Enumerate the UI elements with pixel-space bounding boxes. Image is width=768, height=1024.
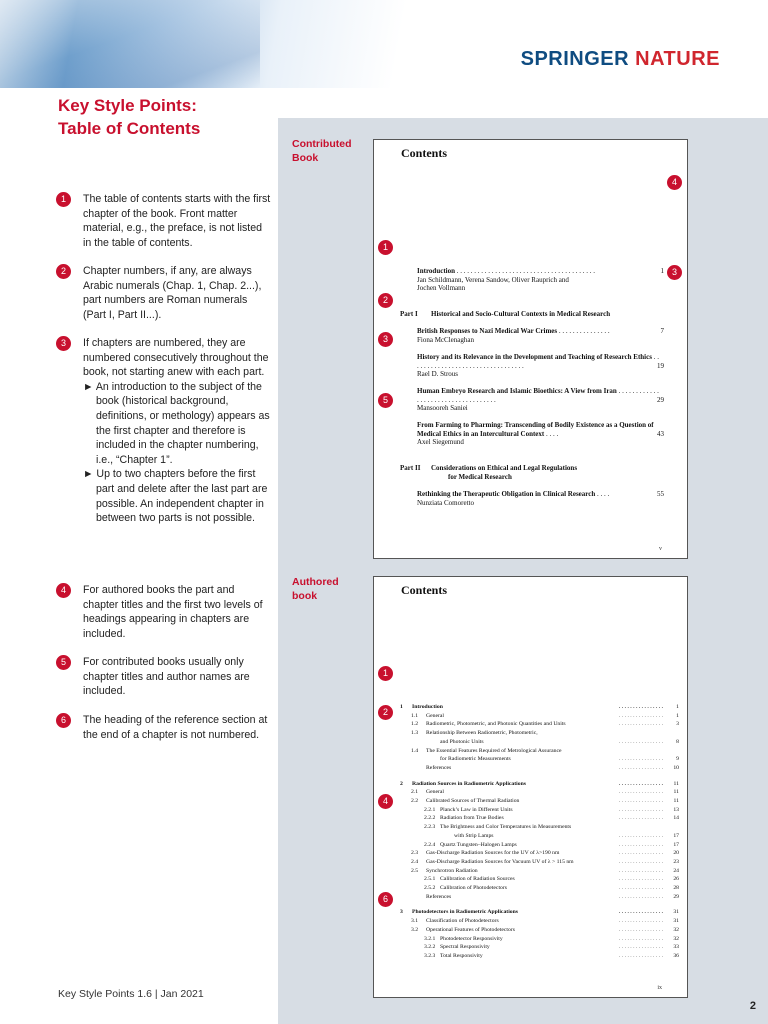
- contributed-book-label: Contributed Book: [292, 138, 352, 164]
- toc-row-number: 3.2.1: [424, 935, 436, 942]
- roman-page-number: ix: [657, 985, 662, 991]
- toc-row: [374, 927, 687, 934]
- key-point-6: [56, 713, 271, 742]
- toc-row-leader: . . . . . . . . . . . . . . . .: [618, 926, 663, 933]
- toc-row: [374, 909, 687, 916]
- toc-row: [374, 824, 687, 831]
- toc-row-leader: . . . . . . . . . . . . . . . .: [618, 944, 663, 951]
- toc-row-leader: . . . . . . . . . . . . . . . .: [618, 756, 663, 763]
- page-title: [58, 94, 200, 140]
- point-text: For authored books the part and chapter titles and the first two levels of headings appearing in chapters are included.: [83, 584, 263, 640]
- point-subitem: ► Up to two chapters before the first part and delete after the last part are possible. An independent chapter in between two parts is not possible.: [83, 468, 268, 525]
- toc-row-number: 2.2: [411, 798, 419, 804]
- toc-row-title: with Strip Lamps: [454, 832, 494, 839]
- key-point-3: [56, 336, 271, 526]
- callout-marker: 5: [378, 393, 393, 408]
- toc-row-title: The Essential Features Required of Metrological Assurance: [426, 747, 562, 754]
- toc-row-leader: . . . . . . . . . . . . . . . .: [618, 798, 663, 804]
- toc-row: [374, 781, 687, 788]
- toc-row-number: 2.5: [411, 867, 419, 874]
- toc-row: [374, 868, 687, 875]
- toc-row-number: 3: [400, 909, 403, 916]
- toc-row-page: 8: [665, 739, 679, 746]
- toc-row-title: Operational Features of Photodetectors: [426, 926, 515, 933]
- point-subitem: ► An introduction to the subject of the book (historical background, definitions, or methology) appears as the first chapter and therefore is included in the chapter numbering, i.e., “Chapter 1”.: [83, 380, 270, 466]
- point-text: For contributed books usually only chapter titles and author names are included.: [83, 656, 250, 698]
- callout-marker: 1: [378, 240, 393, 255]
- toc-row-title: Total Responsivity: [440, 952, 483, 959]
- authored-book-label: Authored book: [292, 576, 339, 602]
- toc-row-title: The Brightness and Color Temperatures in Measurements: [440, 824, 572, 831]
- header-banner: [0, 0, 768, 88]
- toc-row-number: 1.4: [411, 747, 419, 754]
- toc-row-page: 1: [665, 704, 679, 711]
- toc-row-title: References: [426, 764, 452, 771]
- toc-row-leader: . . . . . . . . . . . . . . . .: [618, 712, 663, 719]
- toc-row-leader: . . . . . . . . . . . . . . . .: [618, 850, 663, 857]
- toc-row-leader: . . . . . . . . . . . . . . . .: [618, 789, 663, 796]
- toc-row-title: Synchrotron Radiation: [426, 867, 478, 874]
- point-number-badge: 5: [56, 655, 71, 670]
- toc-row-title: Introduction: [412, 704, 443, 710]
- toc-row-number: 2.2.1: [424, 806, 436, 813]
- page-title-line-2: Table of Contents: [58, 119, 201, 138]
- toc-row-leader: . . . . . . . . . . . . . . . .: [618, 935, 663, 942]
- toc-row-title: Gas-Discharge Radiation Sources for Vacuum UV of λ > 115 nm: [426, 858, 574, 865]
- toc-row: [374, 859, 687, 866]
- toc-row: [374, 833, 687, 840]
- toc-row-title: Radiation from True Bodies: [440, 815, 504, 822]
- toc-row-leader: . . . . . . . . . . . . . . . .: [618, 738, 663, 745]
- toc-row-page: 11: [665, 781, 679, 788]
- toc-row-leader: . . . . . . . . . . . . . . . .: [618, 704, 663, 710]
- key-point-1: [56, 192, 271, 250]
- toc-row-page: 17: [665, 833, 679, 840]
- toc-row-title: Spectral Responsivity: [440, 944, 490, 951]
- springer-nature-logo: SPRINGER NATURE: [520, 48, 720, 70]
- callout-marker: 3: [378, 332, 393, 347]
- toc-row-page: 20: [665, 850, 679, 857]
- toc-row-leader: . . . . . . . . . . . . . . . .: [618, 764, 663, 771]
- roman-page-number: v: [659, 546, 662, 552]
- toc-row-title: Calibration of Radiation Sources: [440, 876, 515, 883]
- callout-marker: 6: [378, 892, 393, 907]
- toc-row-page: 17: [665, 842, 679, 849]
- toc-row: [374, 842, 687, 849]
- toc-row-number: 3.2: [411, 926, 419, 933]
- toc-row: [374, 850, 687, 857]
- callout-marker: 2: [378, 705, 393, 720]
- toc-row: [374, 730, 687, 737]
- toc-row: [374, 721, 687, 728]
- point-number-badge: 3: [56, 336, 71, 351]
- toc-row: [374, 789, 687, 796]
- toc-row-number: 2.3: [411, 850, 419, 857]
- toc-row-leader: . . . . . . . . . . . . . . . .: [618, 952, 663, 959]
- callout-marker: 4: [667, 175, 682, 190]
- toc-row-title: Planck’s Law in Different Units: [440, 806, 513, 813]
- toc-row-number: 1.2: [411, 721, 419, 728]
- authored-book-page: [373, 576, 688, 998]
- point-text: Chapter numbers, if any, are always Arabic numerals (Chap. 1, Chap. 2...), part numbers are Roman numerals (Part I, Part II...).: [83, 265, 262, 321]
- toc-row-page: 31: [665, 909, 679, 916]
- key-point-4: [56, 583, 271, 641]
- toc-row: [374, 765, 687, 772]
- toc-row-number: 2.1: [411, 789, 419, 796]
- toc-row-leader: . . . . . . . . . . . . . . . .: [618, 841, 663, 848]
- toc-row-leader: . . . . . . . . . . . . . . . .: [618, 876, 663, 883]
- toc-row: [374, 876, 687, 883]
- toc-row-leader: . . . . . . . . . . . . . . . .: [618, 867, 663, 874]
- point-number-badge: 6: [56, 713, 71, 728]
- toc-row-leader: . . . . . . . . . . . . . . . .: [618, 780, 663, 787]
- toc-row-title: Radiation Sources in Radiometric Applications: [412, 780, 526, 787]
- toc-row-number: 2: [400, 780, 403, 787]
- toc-row-title: Calibration of Photodetectors: [440, 885, 507, 891]
- toc-row-page: 13: [665, 807, 679, 814]
- toc-row-page: 24: [665, 868, 679, 875]
- toc-row-page: 29: [665, 894, 679, 901]
- part-heading: Part II Considerations on Ethical and Legal Regulations for Medical Research: [400, 464, 578, 481]
- toc-row: [374, 953, 687, 960]
- toc-row: [374, 807, 687, 814]
- toc-row-page: 10: [665, 765, 679, 772]
- toc-row-leader: . . . . . . . . . . . . . . . .: [618, 909, 663, 916]
- page-title-line-1: Key Style Points:: [58, 96, 197, 115]
- point-text: The table of contents starts with the first chapter of the book. Front matter material, e.g., the preface, is not listed in the table of contents.: [83, 193, 271, 249]
- toc-row: [374, 713, 687, 720]
- toc-row-page: 36: [665, 953, 679, 960]
- toc-entry: History and its Relevance in the Development and Teaching of Research Ethics . . . . . . . . . . . . . . . . . . . . . . . . . . . . . . . . . 19 Rael D. Strous: [417, 353, 664, 379]
- toc-entry: Rethinking the Therapeutic Obligation in Clinical Research . . . . 55 Nunziata Comoretto: [417, 490, 664, 507]
- toc-row: [374, 815, 687, 822]
- callout-marker: 2: [378, 293, 393, 308]
- toc-row-number: 2.5.1: [424, 876, 436, 883]
- point-number-badge: 1: [56, 192, 71, 207]
- toc-row: [374, 885, 687, 892]
- point-text-main: If chapters are numbered, they are numbered consecutively throughout the book, not starting anew with each part.: [83, 337, 269, 379]
- toc-row-page: 9: [665, 756, 679, 763]
- key-point-5: [56, 655, 271, 699]
- toc-row-page: 31: [665, 918, 679, 925]
- toc-row-title: Gas-Discharge Radiation Sources for the UV of λ>190 nm: [426, 850, 560, 857]
- toc-row-page: 33: [665, 944, 679, 951]
- toc-row-number: 3.1: [411, 918, 419, 925]
- contents-heading: Contents: [401, 146, 448, 160]
- toc-row-number: 2.2.2: [424, 815, 436, 822]
- toc-row-leader: . . . . . . . . . . . . . . . .: [618, 815, 663, 822]
- callout-marker: 4: [378, 794, 393, 809]
- toc-row-number: 2.5.2: [424, 885, 436, 891]
- footer-version: Key Style Points 1.6 | Jan 2021: [58, 988, 204, 1000]
- toc-row-title: and Photonic Units: [440, 738, 484, 745]
- toc-row-title: References: [426, 893, 452, 900]
- toc-row: [374, 936, 687, 943]
- toc-row-page: 26: [665, 876, 679, 883]
- toc-row-title: Photodetector Responsivity: [440, 935, 503, 942]
- toc-row-number: 1.3: [411, 730, 419, 737]
- toc-row-number: 2.2.4: [424, 841, 436, 848]
- toc-entry: From Farming to Pharming: Transcending of Bodily Existence as a Question of Medical Ethics in an Intercultural Context . . . . 43 Axel Siegemund: [417, 421, 664, 447]
- toc-row-title: for Radiometric Measurements: [440, 756, 511, 763]
- callout-marker: 1: [378, 666, 393, 681]
- toc-row-page: 11: [665, 789, 679, 796]
- toc-row-leader: . . . . . . . . . . . . . . . .: [618, 893, 663, 900]
- toc-row: [374, 748, 687, 755]
- toc-row: [374, 704, 687, 711]
- toc-row-page: 3: [665, 721, 679, 728]
- toc-entry: Human Embryo Research and Islamic Bioethics: A View from Iran . . . . . . . . . . . . . . . . . . . . . . . . . . . . . . . . . . . 29 Mansooreh Saniei: [417, 387, 664, 413]
- toc-row: [374, 944, 687, 951]
- toc-row-title: Quartz Tungsten–Halogen Lamps: [440, 841, 517, 848]
- point-number-badge: 2: [56, 264, 71, 279]
- part-heading: Part I Historical and Socio-Cultural Contexts in Medical Research: [400, 310, 611, 318]
- toc-row: [374, 798, 687, 805]
- toc-row-page: 14: [665, 815, 679, 822]
- toc-row-title: Radiometric, Photometric, and Photonic Quantities and Units: [426, 721, 566, 728]
- toc-row-page: 23: [665, 859, 679, 866]
- toc-row-page: 11: [665, 798, 679, 805]
- toc-row-number: 1.1: [411, 712, 419, 719]
- toc-row: [374, 918, 687, 925]
- toc-row-leader: . . . . . . . . . . . . . . . .: [618, 832, 663, 839]
- contributed-book-page: [373, 139, 688, 559]
- toc-row-page: 1: [665, 713, 679, 720]
- toc-row-title: Calibrated Sources of Thermal Radiation: [426, 798, 520, 804]
- toc-row-leader: . . . . . . . . . . . . . . . .: [618, 858, 663, 865]
- toc-row-title: Classification of Photodetectors: [426, 918, 499, 925]
- toc-entry: Introduction . . . . . . . . . . . . . . . . . . . . . . . . . . . . . . . . . . . . . . . . 1 Jan Schildmann, Verena Sandow, Oliver Rauprich and Jochen Vollmann: [417, 267, 664, 293]
- point-text: [83, 336, 271, 526]
- toc-row: [374, 894, 687, 901]
- toc-row-leader: . . . . . . . . . . . . . . . .: [618, 721, 663, 728]
- toc-row-number: 2.4: [411, 858, 419, 865]
- callout-marker: 3: [667, 265, 682, 280]
- toc-entry: British Responses to Nazi Medical War Crimes . . . . . . . . . . . . . . . 7 Fiona McClenaghan: [417, 327, 664, 344]
- toc-row-number: 1: [400, 704, 403, 710]
- toc-row-number: 3.2.3: [424, 952, 436, 959]
- toc-row-title: Relationship Between Radiometric, Photometric,: [426, 730, 538, 737]
- point-text: The heading of the reference section at the end of a chapter is not numbered.: [83, 714, 268, 741]
- toc-row-title: Photodetectors in Radiometric Applications: [412, 909, 518, 916]
- toc-row: [374, 739, 687, 746]
- toc-row-leader: . . . . . . . . . . . . . . . .: [618, 885, 663, 891]
- key-point-2: [56, 264, 271, 322]
- toc-row-page: 32: [665, 936, 679, 943]
- toc-row-number: 3.2.2: [424, 944, 436, 951]
- toc-row-page: 32: [665, 927, 679, 934]
- contents-heading: Contents: [401, 583, 448, 597]
- page-number: 2: [749, 1000, 756, 1012]
- toc-row-number: 2.2.3: [424, 824, 436, 831]
- toc-row-leader: . . . . . . . . . . . . . . . .: [618, 918, 663, 925]
- toc-row-page: 28: [665, 885, 679, 892]
- toc-row: [374, 756, 687, 763]
- toc-row-title: General: [426, 712, 444, 719]
- point-number-badge: 4: [56, 583, 71, 598]
- toc-row-leader: . . . . . . . . . . . . . . . .: [618, 806, 663, 813]
- toc-row-title: General: [426, 789, 444, 796]
